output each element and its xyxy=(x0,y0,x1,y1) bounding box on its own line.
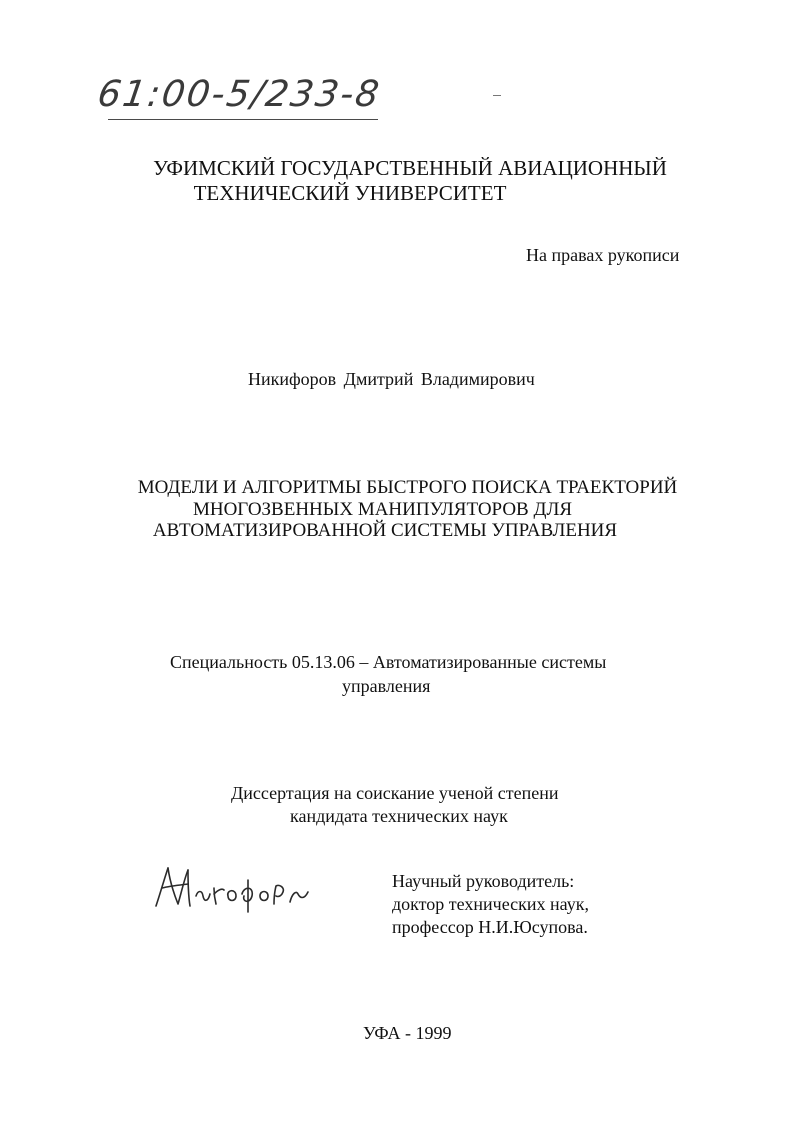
university-name-line-1: УФИМСКИЙ ГОСУДАРСТВЕННЫЙ АВИАЦИОННЫЙ xyxy=(153,156,667,180)
thesis-title-line-3: АВТОМАТИЗИРОВАННОЙ СИСТЕМЫ УПРАВЛЕНИЯ xyxy=(152,520,618,541)
thesis-title-line-1: МОДЕЛИ И АЛГОРИТМЫ БЫСТРОГО ПОИСКА ТРАЕКТОРИЙ xyxy=(137,477,678,498)
author-name: Никифоров Дмитрий Владимирович xyxy=(248,369,535,389)
specialty-line-2: управления xyxy=(342,676,431,696)
degree-statement-line-2: кандидата технических наук xyxy=(290,806,508,826)
thesis-title-line-2: МНОГОЗВЕННЫХ МАНИПУЛЯТОРОВ ДЛЯ xyxy=(192,499,573,520)
specialty-line-1: Специальность 05.13.06 – Автоматизированные системы xyxy=(170,652,607,672)
supervisor-degree: доктор технических наук, xyxy=(392,894,589,914)
supervisor-name: профессор Н.И.Юсупова. xyxy=(392,917,588,937)
archive-code-underline xyxy=(108,119,378,120)
manuscript-rights-note: На правах рукописи xyxy=(526,245,680,265)
supervisor-label: Научный руководитель: xyxy=(392,871,575,891)
archive-code-handwritten: 61:00-5/233-8 xyxy=(95,74,384,115)
pencil-mark xyxy=(493,95,501,96)
author-signature xyxy=(148,858,318,916)
degree-statement-line-1: Диссертация на соискание ученой степени xyxy=(231,783,559,803)
university-name-line-2: ТЕХНИЧЕСКИЙ УНИВЕРСИТЕТ xyxy=(193,181,507,205)
city-and-year: УФА - 1999 xyxy=(363,1023,452,1043)
signature-icon xyxy=(148,858,318,916)
